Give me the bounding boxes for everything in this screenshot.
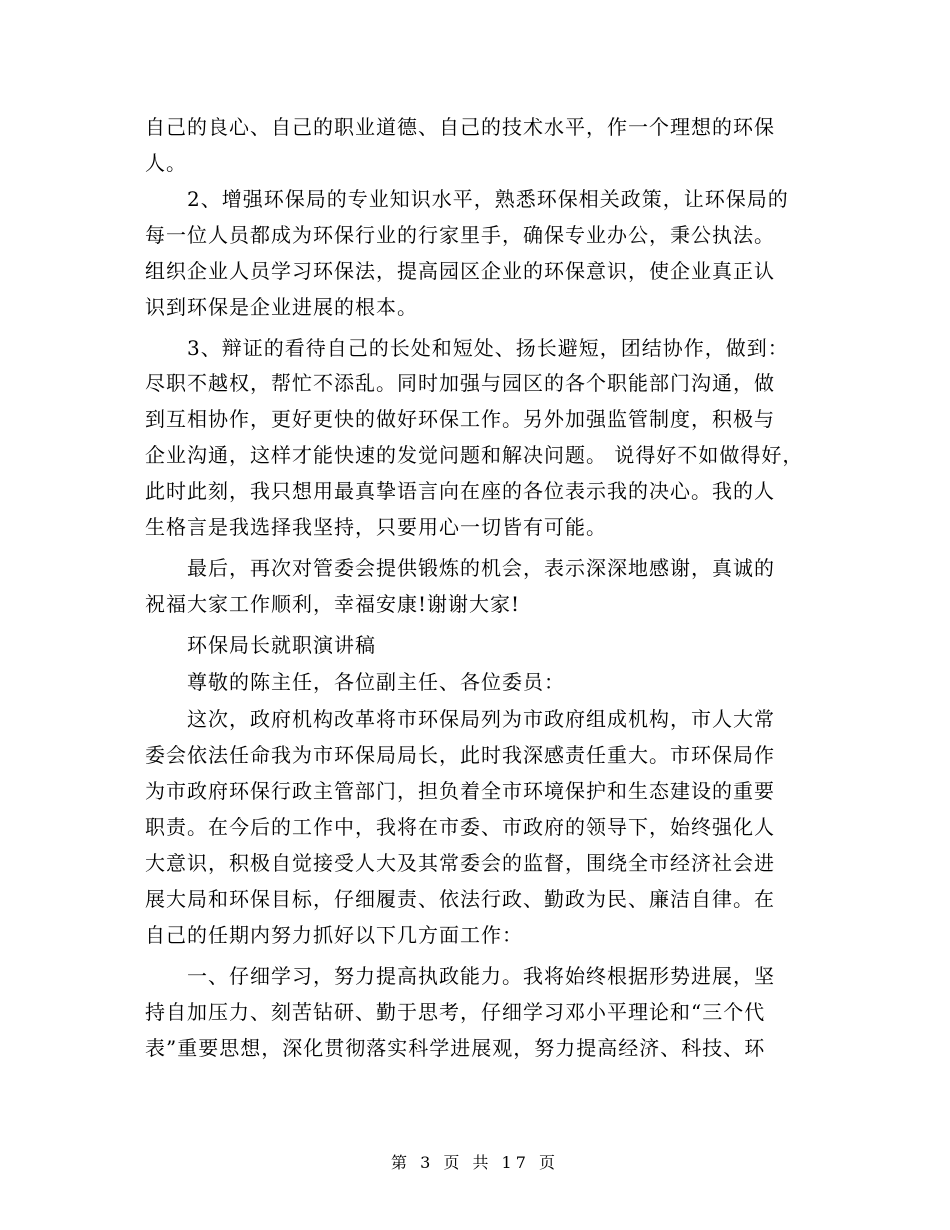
- body-text-line: 尽职不越权，帮忙不添乱。同时加强与园区的各个职能部门沟通，做: [145, 371, 775, 395]
- body-text-line: 识到环保是企业进展的根本。: [145, 295, 418, 319]
- paragraph-start-line: 3、辩证的看待自己的长处和短处、扬长避短，团结协作，做到：: [187, 336, 789, 360]
- body-text-line: 职责。在今后的工作中，我将在市委、市政府的领导下，始终强化人: [145, 815, 775, 839]
- paragraph-start-line: 一、仔细学习，努力提高执政能力。我将始终根据形势进展，坚: [187, 964, 775, 988]
- body-text-line: 到互相协作，更好更快的做好环保工作。另外加强监管制度，积极与: [145, 407, 775, 431]
- body-text-line: 展大局和环保目标，仔细履责、依法行政、勤政为民、廉洁自律。在: [145, 887, 775, 911]
- body-text-line: 自己的良心、自己的职业道德、自己的技术水平，作一个理想的环保: [145, 115, 775, 139]
- body-text-line: 此时此刻，我只想用最真挚语言向在座的各位表示我的决心。我的人: [145, 479, 775, 503]
- paragraph-start-line: 最后，再次对管委会提供锻炼的机会，表示深深地感谢，真诚的: [187, 556, 775, 580]
- body-text-line: 人。: [145, 151, 187, 175]
- salutation-line: 尊敬的陈主任，各位副主任、各位委员：: [187, 670, 565, 694]
- body-text-line: 自己的任期内努力抓好以下几方面工作：: [145, 923, 523, 947]
- body-text-line: 为市政府环保行政主管部门，担负着全市环境保护和生态建设的重要: [145, 779, 775, 803]
- paragraph-start-line: 2、增强环保局的专业知识水平，熟悉环保相关政策，让环保局的: [187, 187, 789, 211]
- body-text-line: 企业沟通，这样才能快速的发觉问题和解决问题。 说得好不如做得好，: [145, 443, 804, 467]
- body-text-line: 表”重要思想，深化贯彻落实科学进展观，努力提高经济、科技、环: [145, 1036, 766, 1060]
- body-text-line: 每一位人员都成为环保行业的行家里手，确保专业办公，秉公执法。: [145, 223, 775, 247]
- body-text-line: 生格言是我选择我坚持，只要用心一切皆有可能。: [145, 515, 607, 539]
- body-text-line: 大意识，积极自觉接受人大及其常委会的监督，围绕全市经济社会进: [145, 851, 775, 875]
- body-text-line: 持自加压力、刻苦钻研、勤于思考，仔细学习邓小平理论和“三个代: [145, 1000, 766, 1024]
- paragraph-start-line: 这次，政府机构改革将市环保局列为市政府组成机构，市人大常: [187, 707, 775, 731]
- section-title: 环保局长就职演讲稿: [187, 633, 376, 657]
- body-text-line: 祝福大家工作顺利，幸福安康!谢谢大家!: [145, 592, 521, 616]
- body-text-line: 组织企业人员学习环保法，提高园区企业的环保意识，使企业真正认: [145, 259, 775, 283]
- page-number-footer: 第 3 页 共 17 页: [391, 1153, 559, 1172]
- body-text-line: 委会依法任命我为市环保局局长，此时我深感责任重大。市环保局作: [145, 743, 775, 767]
